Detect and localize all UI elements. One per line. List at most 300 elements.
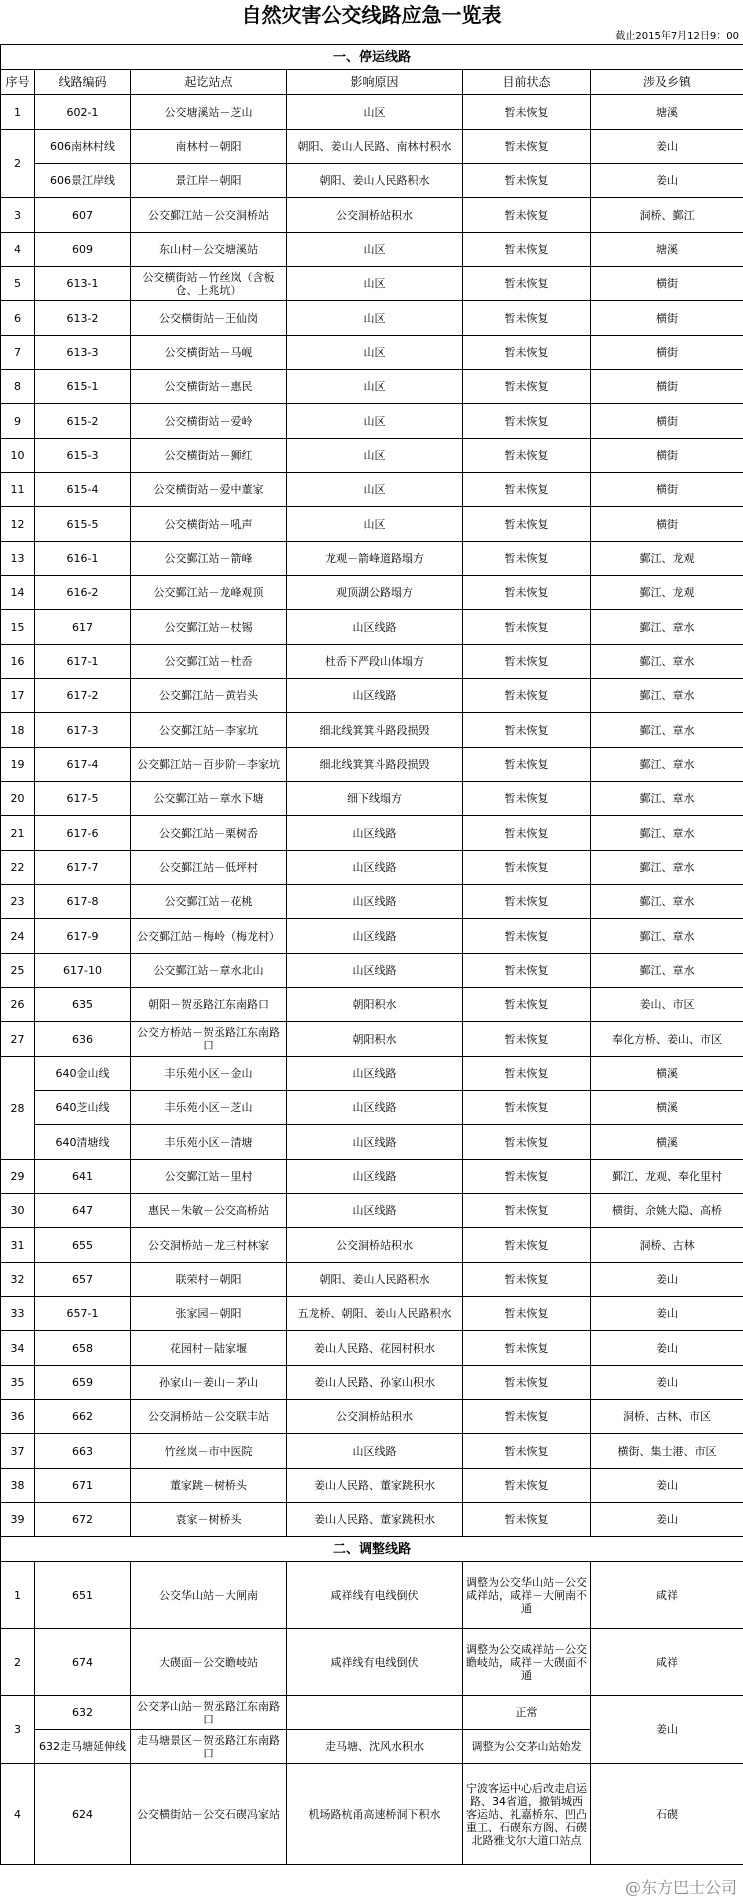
- towns: 鄞江、章水: [591, 919, 743, 954]
- table-row: [1, 782, 743, 816]
- row-number: 11: [1, 473, 35, 507]
- route-code: 617-2: [35, 679, 131, 713]
- towns: 姜山、市区: [591, 988, 743, 1022]
- current-status: 暂未恢复: [463, 1400, 591, 1434]
- route-code: 655: [35, 1228, 131, 1263]
- current-status: 暂未恢复: [463, 267, 591, 301]
- route-code: 632: [35, 1696, 131, 1730]
- impact-reason: 山区: [287, 95, 463, 130]
- impact-reason: 山区: [287, 233, 463, 267]
- row-number: 3: [1, 1696, 35, 1764]
- table-row: [1, 1194, 743, 1228]
- table-row: [1, 95, 743, 130]
- row-number: 24: [1, 919, 35, 954]
- row-number: 19: [1, 748, 35, 782]
- impact-reason: [287, 1696, 463, 1730]
- row-number: 9: [1, 404, 35, 439]
- row-number: 8: [1, 370, 35, 404]
- route-stops: 花园村－陆家堰: [131, 1331, 287, 1366]
- table-row: [1, 988, 743, 1022]
- towns: 鄞江、龙观: [591, 542, 743, 576]
- table-row: [1, 404, 743, 439]
- route-code: 613-3: [35, 336, 131, 370]
- impact-reason: 细北线箕箕斗路段损毁: [287, 748, 463, 782]
- table-row: [1, 370, 743, 404]
- route-code: 617-7: [35, 851, 131, 885]
- table-row: [1, 816, 743, 851]
- header-row: [1, 70, 743, 95]
- table-row: [1, 1400, 743, 1434]
- impact-reason: 咸祥线有电线倒伏: [287, 1562, 463, 1629]
- impact-reason: 走马塘、沈风水积水: [287, 1730, 463, 1764]
- towns: 姜山: [591, 1331, 743, 1366]
- towns: 鄞江、章水: [591, 885, 743, 919]
- route-code: 624: [35, 1764, 131, 1865]
- table-row: [1, 1263, 743, 1297]
- row-number: 34: [1, 1331, 35, 1366]
- route-stops: 公交鄞江站－章水下塘: [131, 782, 287, 816]
- current-status: 暂未恢复: [463, 713, 591, 748]
- route-code: 658: [35, 1331, 131, 1366]
- route-code: 640金山线: [35, 1057, 131, 1091]
- impact-reason: 山区: [287, 473, 463, 507]
- emergency-table: [0, 44, 743, 1865]
- column-header: 序号: [1, 70, 35, 95]
- towns: 姜山: [591, 1696, 743, 1764]
- impact-reason: 山区线路: [287, 851, 463, 885]
- table-row: [1, 679, 743, 713]
- current-status: 暂未恢复: [463, 679, 591, 713]
- column-header: 起讫站点: [131, 70, 287, 95]
- towns: 横街: [591, 336, 743, 370]
- route-stops: 丰乐苑小区－清塘: [131, 1125, 287, 1160]
- route-stops: 联荣村－朝阳: [131, 1263, 287, 1297]
- current-status: 暂未恢复: [463, 370, 591, 404]
- current-status: 暂未恢复: [463, 1057, 591, 1091]
- row-number: 30: [1, 1194, 35, 1228]
- impact-reason: 山区线路: [287, 1194, 463, 1228]
- route-code: 613-2: [35, 301, 131, 336]
- table-row: [1, 713, 743, 748]
- table-row: [1, 1057, 743, 1091]
- table-row: [1, 1091, 743, 1125]
- row-number: 4: [1, 233, 35, 267]
- towns: 鄞江、章水: [591, 645, 743, 679]
- table-row: [1, 1228, 743, 1263]
- route-code: 615-4: [35, 473, 131, 507]
- route-stops: 公交鄞江站－杖锡: [131, 610, 287, 645]
- route-stops: 公交横街站－公交石碶冯家站: [131, 1764, 287, 1865]
- current-status: 暂未恢复: [463, 95, 591, 130]
- row-number: 22: [1, 851, 35, 885]
- table-row: [1, 954, 743, 988]
- current-status: 暂未恢复: [463, 130, 591, 164]
- row-number: 21: [1, 816, 35, 851]
- impact-reason: 细北线箕箕斗路段损毁: [287, 713, 463, 748]
- current-status: 宁波客运中心后改走启运路、34省道，撤销城西客运站、礼嘉桥东、凹凸重工、石碶东方阁、石碶北路雅戈尔大道口站点: [463, 1764, 591, 1865]
- impact-reason: 姜山人民路、花园村积水: [287, 1331, 463, 1366]
- route-code: 616-1: [35, 542, 131, 576]
- towns: 横街: [591, 507, 743, 542]
- route-code: 602-1: [35, 95, 131, 130]
- row-number: 10: [1, 439, 35, 473]
- impact-reason: 山区: [287, 404, 463, 439]
- route-code: 617-6: [35, 816, 131, 851]
- current-status: 暂未恢复: [463, 164, 591, 198]
- route-code: 617-9: [35, 919, 131, 954]
- impact-reason: 朝阳积水: [287, 1022, 463, 1057]
- row-number: 27: [1, 1022, 35, 1057]
- route-stops: 竹丝岚－市中医院: [131, 1434, 287, 1469]
- towns: 鄞江、章水: [591, 748, 743, 782]
- table-row: [1, 1125, 743, 1160]
- route-stops: 公交横街站－爱中董家: [131, 473, 287, 507]
- route-code: 671: [35, 1469, 131, 1503]
- current-status: 暂未恢复: [463, 1503, 591, 1537]
- route-stops: 公交鄞江站－栗树岙: [131, 816, 287, 851]
- towns: 鄞江、章水: [591, 954, 743, 988]
- table-row: [1, 1297, 743, 1331]
- route-code: 606景江岸线: [35, 164, 131, 198]
- impact-reason: 机场路杭甬高速桥洞下积水: [287, 1764, 463, 1865]
- row-number: 28: [1, 1057, 35, 1160]
- table-row: [1, 1160, 743, 1194]
- column-header: 涉及乡镇: [591, 70, 743, 95]
- current-status: 暂未恢复: [463, 542, 591, 576]
- impact-reason: 咸祥线有电线倒伏: [287, 1629, 463, 1696]
- route-stops: 公交鄞江站－梅岭（梅龙村）: [131, 919, 287, 954]
- towns: 塘溪: [591, 233, 743, 267]
- row-number: 3: [1, 198, 35, 233]
- impact-reason: 细下线塌方: [287, 782, 463, 816]
- impact-reason: 山区线路: [287, 1160, 463, 1194]
- impact-reason: 公交洞桥站积水: [287, 1400, 463, 1434]
- towns: 横溪: [591, 1125, 743, 1160]
- route-stops: 孙家山－姜山－茅山: [131, 1366, 287, 1400]
- current-status: 暂未恢复: [463, 1366, 591, 1400]
- table-row: [1, 473, 743, 507]
- route-stops: 惠民－朱敏－公交高桥站: [131, 1194, 287, 1228]
- route-code: 615-3: [35, 439, 131, 473]
- current-status: 暂未恢复: [463, 1331, 591, 1366]
- impact-reason: 杜岙下严段山体塌方: [287, 645, 463, 679]
- towns: 石碶: [591, 1764, 743, 1865]
- watermark: @东方巴士公司: [624, 1878, 737, 1897]
- current-status: 正常: [463, 1696, 591, 1730]
- impact-reason: 姜山人民路、董家跳积水: [287, 1469, 463, 1503]
- route-stops: 张家园－朝阳: [131, 1297, 287, 1331]
- table-row: [1, 1696, 743, 1730]
- row-number: 26: [1, 988, 35, 1022]
- row-number: 4: [1, 1764, 35, 1865]
- towns: 洞桥、古林、市区: [591, 1400, 743, 1434]
- route-stops: 公交鄞江站－章水北山: [131, 954, 287, 988]
- route-code: 617-10: [35, 954, 131, 988]
- route-stops: 公交横街站－吼声: [131, 507, 287, 542]
- route-stops: 公交洞桥站－公交联丰站: [131, 1400, 287, 1434]
- current-status: 调整为公交咸祥站－公交瞻岐站，咸祥－大碶面不通: [463, 1629, 591, 1696]
- current-status: 暂未恢复: [463, 782, 591, 816]
- towns: 塘溪: [591, 95, 743, 130]
- impact-reason: 山区线路: [287, 816, 463, 851]
- impact-reason: 山区: [287, 439, 463, 473]
- table-row: [1, 507, 743, 542]
- impact-reason: 山区: [287, 370, 463, 404]
- impact-reason: 山区线路: [287, 954, 463, 988]
- current-status: 暂未恢复: [463, 1228, 591, 1263]
- impact-reason: 山区: [287, 267, 463, 301]
- row-number: 1: [1, 95, 35, 130]
- route-code: 632走马塘延伸线: [35, 1730, 131, 1764]
- towns: 横街: [591, 439, 743, 473]
- towns: 横街、集士港、市区: [591, 1434, 743, 1469]
- towns: 咸祥: [591, 1629, 743, 1696]
- table-row: [1, 576, 743, 610]
- page-title: 自然灾害公交线路应急一览表: [241, 3, 502, 27]
- current-status: 暂未恢复: [463, 1469, 591, 1503]
- impact-reason: 山区: [287, 507, 463, 542]
- route-stops: 公交横街站－王仙岗: [131, 301, 287, 336]
- row-number: 18: [1, 713, 35, 748]
- route-code: 609: [35, 233, 131, 267]
- row-number: 33: [1, 1297, 35, 1331]
- route-stops: 公交鄞江站－黄岩头: [131, 679, 287, 713]
- route-code: 640清塘线: [35, 1125, 131, 1160]
- route-stops: 公交鄞江站－低坪村: [131, 851, 287, 885]
- current-status: 暂未恢复: [463, 576, 591, 610]
- impact-reason: 朝阳、姜山人民路、南林村积水: [287, 130, 463, 164]
- current-status: 暂未恢复: [463, 816, 591, 851]
- table-row: [1, 542, 743, 576]
- table-row: [1, 1022, 743, 1057]
- towns: 横溪: [591, 1091, 743, 1125]
- table-row: [1, 1366, 743, 1400]
- towns: 姜山: [591, 1297, 743, 1331]
- current-status: 暂未恢复: [463, 1263, 591, 1297]
- route-stops: 公交鄞江站－里村: [131, 1160, 287, 1194]
- table-row: [1, 610, 743, 645]
- current-status: 暂未恢复: [463, 1125, 591, 1160]
- route-code: 613-1: [35, 267, 131, 301]
- route-code: 635: [35, 988, 131, 1022]
- route-code: 636: [35, 1022, 131, 1057]
- impact-reason: 山区线路: [287, 1434, 463, 1469]
- table-row: [1, 645, 743, 679]
- row-number: 16: [1, 645, 35, 679]
- route-stops: 景江岸－朝阳: [131, 164, 287, 198]
- row-number: 15: [1, 610, 35, 645]
- current-status: 暂未恢复: [463, 610, 591, 645]
- current-status: 暂未恢复: [463, 1160, 591, 1194]
- towns: 洞桥、古林: [591, 1228, 743, 1263]
- towns: 鄞江、章水: [591, 851, 743, 885]
- route-stops: 公交鄞江站－龙峰观顶: [131, 576, 287, 610]
- impact-reason: 朝阳积水: [287, 988, 463, 1022]
- row-number: 5: [1, 267, 35, 301]
- current-status: 暂未恢复: [463, 885, 591, 919]
- table-row: [1, 198, 743, 233]
- route-stops: 公交塘溪站－芝山: [131, 95, 287, 130]
- row-number: 12: [1, 507, 35, 542]
- current-status: 暂未恢复: [463, 645, 591, 679]
- route-code: 640芝山线: [35, 1091, 131, 1125]
- route-stops: 公交鄞江站－百步阶－李家坑: [131, 748, 287, 782]
- route-stops: 公交鄞江站－杜岙: [131, 645, 287, 679]
- towns: 鄞江、章水: [591, 679, 743, 713]
- towns: 洞桥、鄞江: [591, 198, 743, 233]
- impact-reason: 山区线路: [287, 1057, 463, 1091]
- route-code: 617-8: [35, 885, 131, 919]
- row-number: 23: [1, 885, 35, 919]
- route-code: 615-2: [35, 404, 131, 439]
- current-status: 暂未恢复: [463, 233, 591, 267]
- table-row: [1, 233, 743, 267]
- row-number: 20: [1, 782, 35, 816]
- row-number: 2: [1, 130, 35, 198]
- cutoff-time: 截止2015年7月12日9：00: [615, 31, 739, 42]
- towns: 姜山: [591, 1503, 743, 1537]
- row-number: 38: [1, 1469, 35, 1503]
- route-stops: 公交鄞江站－花桃: [131, 885, 287, 919]
- impact-reason: 山区: [287, 301, 463, 336]
- row-number: 13: [1, 542, 35, 576]
- impact-reason: 公交洞桥站积水: [287, 1228, 463, 1263]
- table-row: [1, 130, 743, 164]
- row-number: 37: [1, 1434, 35, 1469]
- route-code: 617-3: [35, 713, 131, 748]
- route-code: 657: [35, 1263, 131, 1297]
- impact-reason: 山区线路: [287, 1125, 463, 1160]
- towns: 姜山: [591, 1366, 743, 1400]
- table-row: [1, 1764, 743, 1865]
- table-row: [1, 919, 743, 954]
- table-row: [1, 336, 743, 370]
- impact-reason: 山区线路: [287, 885, 463, 919]
- route-stops: 公交鄞江站－箭峰: [131, 542, 287, 576]
- row-number: 17: [1, 679, 35, 713]
- table-row: [1, 164, 743, 198]
- table-row: [1, 885, 743, 919]
- route-code: 674: [35, 1629, 131, 1696]
- route-code: 617-5: [35, 782, 131, 816]
- route-code: 651: [35, 1562, 131, 1629]
- towns: 鄞江、章水: [591, 782, 743, 816]
- current-status: 暂未恢复: [463, 851, 591, 885]
- route-stops: 公交鄞江站－李家坑: [131, 713, 287, 748]
- route-stops: 走马塘景区－贺丞路江东南路口: [131, 1730, 287, 1764]
- column-header: 影响原因: [287, 70, 463, 95]
- towns: 横街: [591, 267, 743, 301]
- route-code: 615-1: [35, 370, 131, 404]
- impact-reason: 姜山人民路、孙家山积水: [287, 1366, 463, 1400]
- towns: 姜山: [591, 164, 743, 198]
- route-stops: 公交洞桥站－龙三村林家: [131, 1228, 287, 1263]
- current-status: 暂未恢复: [463, 404, 591, 439]
- row-number: 35: [1, 1366, 35, 1400]
- current-status: 暂未恢复: [463, 507, 591, 542]
- route-stops: 公交横街站－爱岭: [131, 404, 287, 439]
- row-number: 2: [1, 1629, 35, 1696]
- towns: 横溪: [591, 1057, 743, 1091]
- impact-reason: 山区线路: [287, 1091, 463, 1125]
- row-number: 14: [1, 576, 35, 610]
- route-stops: 公交横街站－狮红: [131, 439, 287, 473]
- towns: 鄞江、龙观: [591, 576, 743, 610]
- route-code: 617-1: [35, 645, 131, 679]
- towns: 鄞江、章水: [591, 610, 743, 645]
- impact-reason: 朝阳、姜山人民路积水: [287, 164, 463, 198]
- route-stops: 公交华山站－大闸南: [131, 1562, 287, 1629]
- route-stops: 南林村－朝阳: [131, 130, 287, 164]
- route-code: 617-4: [35, 748, 131, 782]
- table-row: [1, 1503, 743, 1537]
- route-stops: 丰乐苑小区－金山: [131, 1057, 287, 1091]
- row-number: 31: [1, 1228, 35, 1263]
- current-status: 暂未恢复: [463, 1022, 591, 1057]
- table-row: [1, 439, 743, 473]
- route-stops: 公交方桥站－贺丞路江东南路口: [131, 1022, 287, 1057]
- current-status: 暂未恢复: [463, 1091, 591, 1125]
- current-status: 暂未恢复: [463, 198, 591, 233]
- table-row: [1, 1434, 743, 1469]
- route-stops: 袁家－树桥头: [131, 1503, 287, 1537]
- section-title: 二、调整线路: [1, 1537, 743, 1562]
- route-stops: 丰乐苑小区－芝山: [131, 1091, 287, 1125]
- route-stops: 公交茅山站－贺丞路江东南路口: [131, 1696, 287, 1730]
- row-number: 25: [1, 954, 35, 988]
- table-row: [1, 851, 743, 885]
- towns: 横街: [591, 370, 743, 404]
- route-stops: 东山村－公交塘溪站: [131, 233, 287, 267]
- impact-reason: 观顶湖公路塌方: [287, 576, 463, 610]
- route-code: 647: [35, 1194, 131, 1228]
- current-status: 暂未恢复: [463, 301, 591, 336]
- current-status: 暂未恢复: [463, 988, 591, 1022]
- towns: 奉化方桥、姜山、市区: [591, 1022, 743, 1057]
- section-title-row: [1, 1537, 743, 1562]
- current-status: 暂未恢复: [463, 439, 591, 473]
- route-code: 657-1: [35, 1297, 131, 1331]
- impact-reason: 山区线路: [287, 919, 463, 954]
- current-status: 暂未恢复: [463, 748, 591, 782]
- route-code: 607: [35, 198, 131, 233]
- towns: 姜山: [591, 1469, 743, 1503]
- impact-reason: 山区线路: [287, 610, 463, 645]
- row-number: 7: [1, 336, 35, 370]
- section-title-row: [1, 45, 743, 70]
- impact-reason: 公交洞桥站积水: [287, 198, 463, 233]
- towns: 姜山: [591, 130, 743, 164]
- column-header: 线路编码: [35, 70, 131, 95]
- table-row: [1, 1562, 743, 1629]
- towns: 鄞江、龙观、奉化里村: [591, 1160, 743, 1194]
- impact-reason: 龙观－箭峰道路塌方: [287, 542, 463, 576]
- route-stops: 朝阳－贺丞路江东南路口: [131, 988, 287, 1022]
- impact-reason: 山区: [287, 336, 463, 370]
- section-title: 一、停运线路: [1, 45, 743, 70]
- towns: 横街: [591, 301, 743, 336]
- table-row: [1, 1469, 743, 1503]
- route-code: 617: [35, 610, 131, 645]
- row-number: 32: [1, 1263, 35, 1297]
- current-status: 调整为公交茅山站始发: [463, 1730, 591, 1764]
- row-number: 29: [1, 1160, 35, 1194]
- table-row: [1, 1629, 743, 1696]
- route-stops: 公交鄞江站－公交洞桥站: [131, 198, 287, 233]
- towns: 姜山: [591, 1263, 743, 1297]
- row-number: 6: [1, 301, 35, 336]
- impact-reason: 姜山人民路、董家跳积水: [287, 1503, 463, 1537]
